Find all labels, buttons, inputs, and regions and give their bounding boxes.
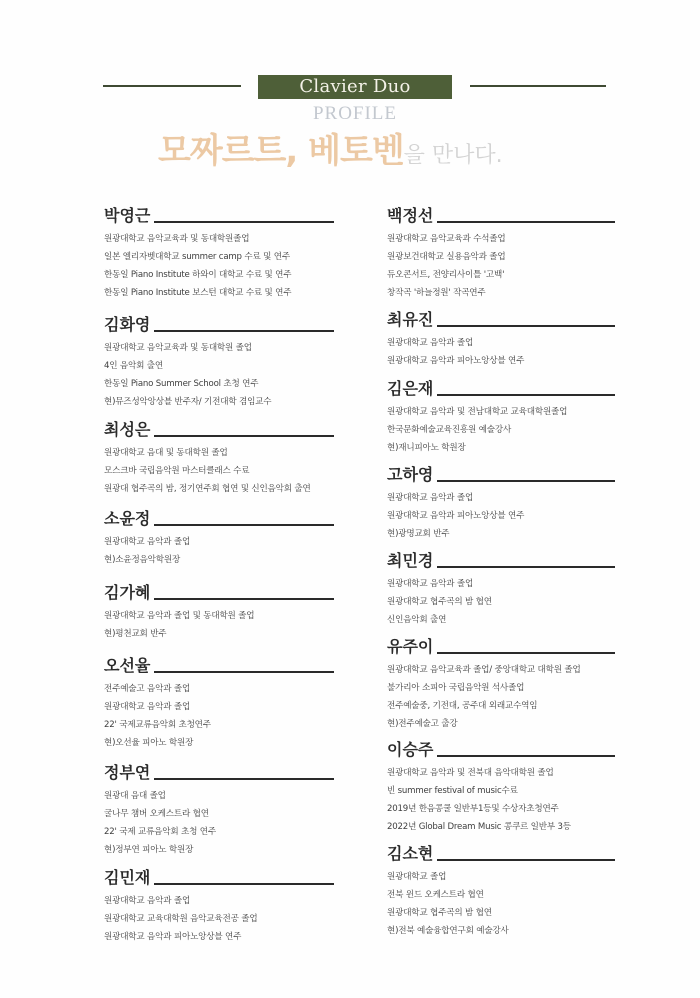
- member-career: [387, 764, 615, 836]
- member-name: 오선율: [104, 654, 154, 678]
- career-line: 원광대학교 음악교육과 및 동대학원 졸업: [104, 343, 252, 353]
- member-profile: [104, 507, 334, 569]
- career-line: 원광대 음대 졸업: [104, 791, 166, 801]
- member-career: [104, 787, 334, 859]
- career-line: 2022년 Global Dream Music 콩쿠르 일반부 3등: [387, 822, 571, 832]
- member-career: [387, 868, 615, 940]
- career-line: 원광대학교 음악과 졸업: [387, 338, 474, 348]
- member-header: [387, 308, 615, 334]
- member-name: 소윤정: [104, 507, 154, 531]
- member-profile: [387, 204, 615, 302]
- member-profile: [387, 549, 615, 629]
- member-header: [104, 654, 334, 680]
- member-name: 백정선: [387, 204, 437, 228]
- career-line: 원광대학교 음악교육과 및 동대학원졸업: [104, 234, 250, 244]
- member-career: [387, 489, 615, 543]
- career-line: 일본 엘리자벳대학교 summer camp 수료 및 연주: [104, 252, 290, 262]
- member-header: [387, 463, 615, 489]
- member-profile: [104, 313, 334, 411]
- career-line: 원광대학교 음악과 졸업: [104, 896, 191, 906]
- career-line: 원광대학교 교육대학원 음악교육전공 졸업: [104, 914, 258, 924]
- career-line: 현)뮤즈성악앙상블 반주자/ 기전대학 겸임교수: [104, 397, 272, 407]
- member-profile: [104, 204, 334, 302]
- profile-subtitle: PROFILE: [312, 103, 398, 124]
- career-line: 한동일 Piano Institute 보스턴 대학교 수료 및 연주: [104, 288, 292, 298]
- member-name: 최민경: [387, 549, 437, 573]
- member-name: 최성은: [104, 418, 154, 442]
- career-line: 원광대학교 음악과 졸업: [104, 537, 191, 547]
- header-rule-left: [103, 85, 241, 87]
- member-header: [104, 204, 334, 230]
- member-header: [104, 581, 334, 607]
- member-career: [104, 230, 334, 302]
- member-career: [387, 230, 615, 302]
- career-line: 현)광명교회 반주: [387, 529, 450, 539]
- career-line: 현)전북 예술융합연구회 예술강사: [387, 926, 509, 936]
- career-line: 4인 음악회 출연: [104, 361, 163, 371]
- member-profile: [387, 738, 615, 836]
- career-line: 현)평천교회 반주: [104, 629, 167, 639]
- career-line: 2019년 한음콩쿨 일반부1등및 수상자초청연주: [387, 804, 559, 814]
- member-header: [387, 377, 615, 403]
- career-line: 원광대학교 음악과 졸업 및 동대학원 졸업: [104, 611, 255, 621]
- member-profile: [387, 308, 615, 370]
- member-name: 정부연: [104, 761, 154, 785]
- brand-title: Clavier Duo: [258, 75, 452, 99]
- member-name: 김가혜: [104, 581, 154, 605]
- member-header: [104, 507, 334, 533]
- career-line: 원광대학교 졸업: [387, 872, 447, 882]
- career-line: 원광대학교 음악과 졸업: [387, 579, 474, 589]
- concert-title-rest: 을 만나다.: [403, 143, 503, 168]
- member-profile: [104, 418, 334, 498]
- career-line: 원광대학교 협주곡의 밤 협연: [387, 597, 492, 607]
- career-line: 원광대학교 음악과 피아노앙상블 연주: [104, 932, 242, 942]
- member-header: [104, 761, 334, 787]
- career-line: 원광대학교 음악과 및 전북대 음악대학원 졸업: [387, 768, 554, 778]
- member-career: [104, 339, 334, 411]
- member-name: 박영근: [104, 204, 154, 228]
- career-line: 한동일 Piano Summer School 초청 연주: [104, 379, 259, 389]
- member-header: [104, 866, 334, 892]
- member-career: [387, 661, 615, 733]
- member-career: [387, 403, 615, 457]
- career-line: 원광대학교 음대 및 동대학원 졸업: [104, 448, 228, 458]
- career-line: 원광대학교 음악과 졸업: [104, 702, 191, 712]
- concert-title: [158, 126, 578, 176]
- career-line: 불가리아 소피아 국립음악원 석사졸업: [387, 683, 525, 693]
- concert-title-main: 모짜르트, 베토벤: [158, 131, 404, 171]
- member-profile: [104, 654, 334, 752]
- member-career: [387, 334, 615, 370]
- career-line: 원광대학교 음악과 졸업: [387, 493, 474, 503]
- career-line: 빈 summer festival of music수료: [387, 786, 518, 796]
- career-line: 22' 국제 교류음악회 초청 연주: [104, 827, 216, 837]
- member-header: [387, 738, 615, 764]
- member-profile: [104, 761, 334, 859]
- career-line: 현)오선율 피아노 학원장: [104, 738, 194, 748]
- career-line: 전북 윈드 오케스트라 협연: [387, 890, 484, 900]
- member-profile: [387, 463, 615, 543]
- member-career: [387, 575, 615, 629]
- header-rule-right: [470, 85, 606, 87]
- member-name: 유주이: [387, 635, 437, 659]
- member-name: 김소현: [387, 842, 437, 866]
- career-line: 창작곡 '하늘정원' 작곡연주: [387, 288, 486, 298]
- member-profile: [104, 581, 334, 643]
- career-line: 한국문화예술교육진흥원 예술강사: [387, 425, 512, 435]
- header: [0, 0, 700, 180]
- career-line: 현)전주예술고 출강: [387, 719, 458, 729]
- career-line: 전주예술고 음악과 졸업: [104, 684, 191, 694]
- career-line: 원광보건대학교 실용음악과 졸업: [387, 252, 506, 262]
- member-name: 최유진: [387, 308, 437, 332]
- member-name: 김민재: [104, 866, 154, 890]
- member-career: [104, 892, 334, 946]
- career-line: 전주예술중, 기전대, 공주대 외래교수역임: [387, 701, 538, 711]
- member-header: [387, 842, 615, 868]
- career-line: 22' 국제교류음악회 초청연주: [104, 720, 211, 730]
- member-profile: [104, 866, 334, 946]
- career-line: 원광대 협주곡의 밤, 정기연주회 협연 및 신인음악회 출연: [104, 484, 311, 494]
- member-profile: [387, 377, 615, 457]
- member-header: [387, 549, 615, 575]
- member-name: 고하영: [387, 463, 437, 487]
- member-header: [104, 313, 334, 339]
- member-career: [104, 607, 334, 643]
- career-line: 현)재니피아노 학원장: [387, 443, 466, 453]
- member-header: [387, 204, 615, 230]
- member-name: 김화영: [104, 313, 154, 337]
- career-line: 원광대학교 음악교육과 졸업/ 중앙대학교 대학원 졸업: [387, 665, 581, 675]
- career-line: 듀오콘서트, 전양리사이틀 '고백': [387, 270, 505, 280]
- member-career: [104, 680, 334, 752]
- career-line: 모스크바 국립음악원 마스터클래스 수료: [104, 466, 250, 476]
- member-name: 김은재: [387, 377, 437, 401]
- career-line: 원광대학교 음악과 및 전남대학교 교육대학원졸업: [387, 407, 568, 417]
- career-line: 신인음악회 출연: [387, 615, 447, 625]
- member-header: [104, 418, 334, 444]
- member-career: [104, 533, 334, 569]
- member-career: [104, 444, 334, 498]
- career-line: 원광대학교 음악과 피아노앙상블 연주: [387, 511, 525, 521]
- career-line: 한동일 Piano Institute 하와이 대학교 수료 및 연주: [104, 270, 292, 280]
- member-profile: [387, 842, 615, 940]
- member-header: [387, 635, 615, 661]
- member-profile: [387, 635, 615, 733]
- career-line: 현)소윤정음악학원장: [104, 555, 181, 565]
- career-line: 원광대학교 음악교육과 수석졸업: [387, 234, 506, 244]
- member-name: 이승주: [387, 738, 437, 762]
- career-line: 현)정부연 피아노 학원장: [104, 845, 194, 855]
- career-line: 원광대학교 음악과 피아노앙상블 연주: [387, 356, 525, 366]
- career-line: 굴나무 챔버 오케스트라 협연: [104, 809, 209, 819]
- career-line: 원광대학교 협주곡의 밤 협연: [387, 908, 492, 918]
